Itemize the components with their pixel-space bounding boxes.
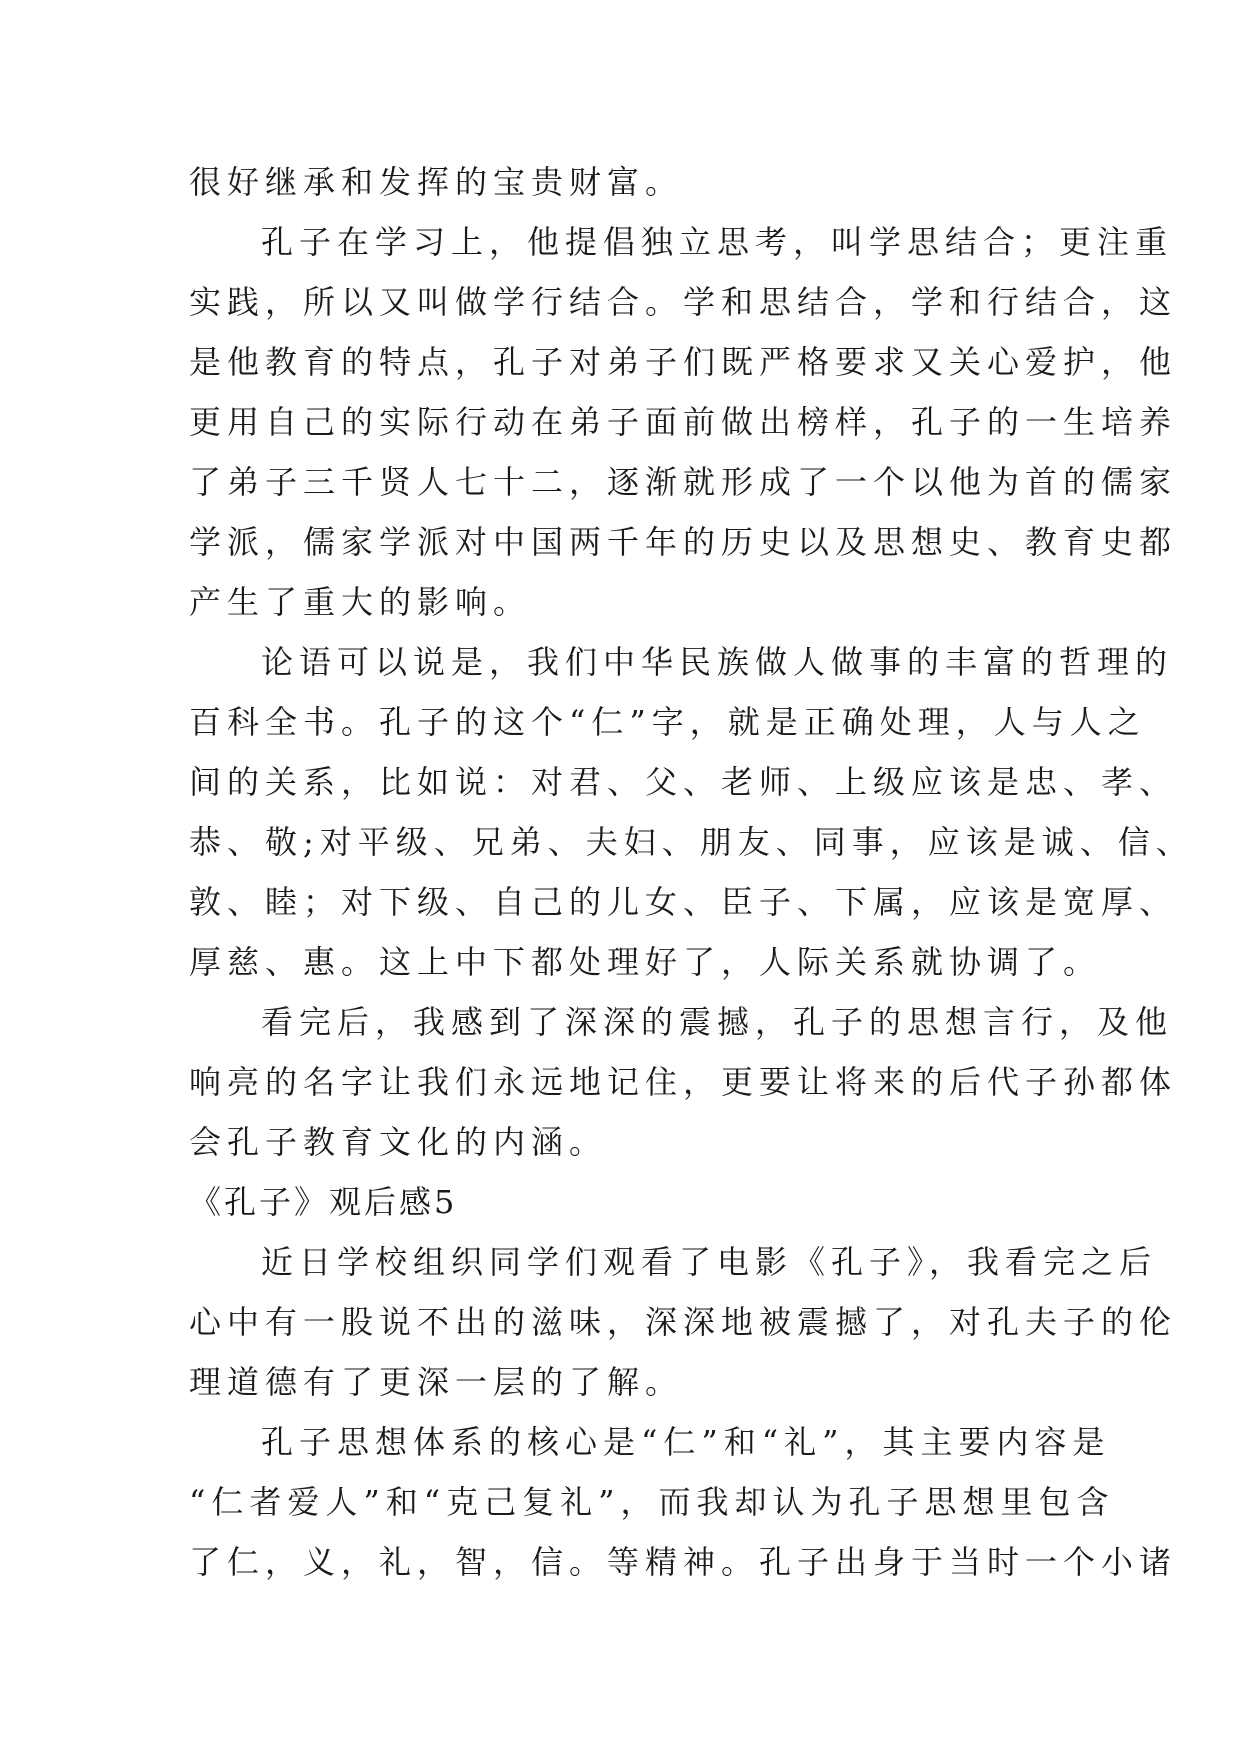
- text-line: 会孔子教育文化的内涵。: [189, 1123, 608, 1161]
- text-line: 心中有一股说不出的滋味，深深地被震撼了，对孔夫子的伦: [189, 1303, 1178, 1341]
- text-line: 学派，儒家学派对中国两千年的历史以及思想史、教育史都: [189, 523, 1178, 561]
- text-line: 更用自己的实际行动在弟子面前做出榜样，孔子的一生培养: [189, 403, 1178, 441]
- text-line: 了仁，义，礼，智，信。等精神。孔子出身于当时一个小诸: [189, 1543, 1178, 1581]
- text-line: 孔子思想体系的核心是“仁”和“礼”，其主要内容是: [261, 1423, 1111, 1461]
- text-line: “仁者爱人”和“克己复礼”，而我却认为孔子思想里包含: [189, 1483, 1115, 1521]
- paragraph-learning: [189, 212, 1178, 632]
- paragraph-after-watching: [189, 992, 1178, 1172]
- text-line: 了弟子三千贤人七十二，逐渐就形成了一个以他为首的儒家: [189, 463, 1178, 501]
- text-line: 论语可以说是，我们中华民族做人做事的丰富的哲理的: [261, 643, 1174, 681]
- text-line: 百科全书。孔子的这个“仁”字，就是正确处理，人与人之: [189, 703, 1146, 741]
- paragraph-core-thought: [189, 1412, 1178, 1592]
- text-line: 看完后，我感到了深深的震撼，孔子的思想言行，及他: [261, 1003, 1174, 1041]
- paragraph-school-screening: [189, 1232, 1178, 1412]
- text-line: 很好继承和发挥的宝贵财富。: [189, 163, 684, 201]
- document-body: [189, 152, 1194, 1592]
- paragraph-analects: [189, 632, 1194, 992]
- text-line: 是他教育的特点，孔子对弟子们既严格要求又关心爱护，他: [189, 343, 1178, 381]
- text-line: 厚慈、惠。这上中下都处理好了，人际关系就协调了。: [189, 943, 1102, 981]
- text-line: 近日学校组织同学们观看了电影《孔子》，我看完之后: [261, 1243, 1158, 1281]
- text-line: 间的关系，比如说：对君、父、老师、上级应该是忠、孝、: [189, 763, 1178, 801]
- text-line: 响亮的名字让我们永远地记住，更要让将来的后代子孙都体: [189, 1063, 1178, 1101]
- section-heading: 《孔子》观后感5: [189, 1183, 458, 1221]
- text-line: 理道德有了更深一层的了解。: [189, 1363, 684, 1401]
- text-line: 实践，所以又叫做学行结合。学和思结合，学和行结合，这: [189, 283, 1178, 321]
- text-line: 恭、敬;对平级、兄弟、夫妇、朋友、同事，应该是诚、信、: [189, 823, 1194, 861]
- text-line: 孔子在学习上，他提倡独立思考，叫学思结合；更注重: [261, 223, 1174, 261]
- text-line: 敦、睦；对下级、自己的儿女、臣子、下属，应该是宽厚、: [189, 883, 1178, 921]
- text-line: 产生了重大的影响。: [189, 583, 532, 621]
